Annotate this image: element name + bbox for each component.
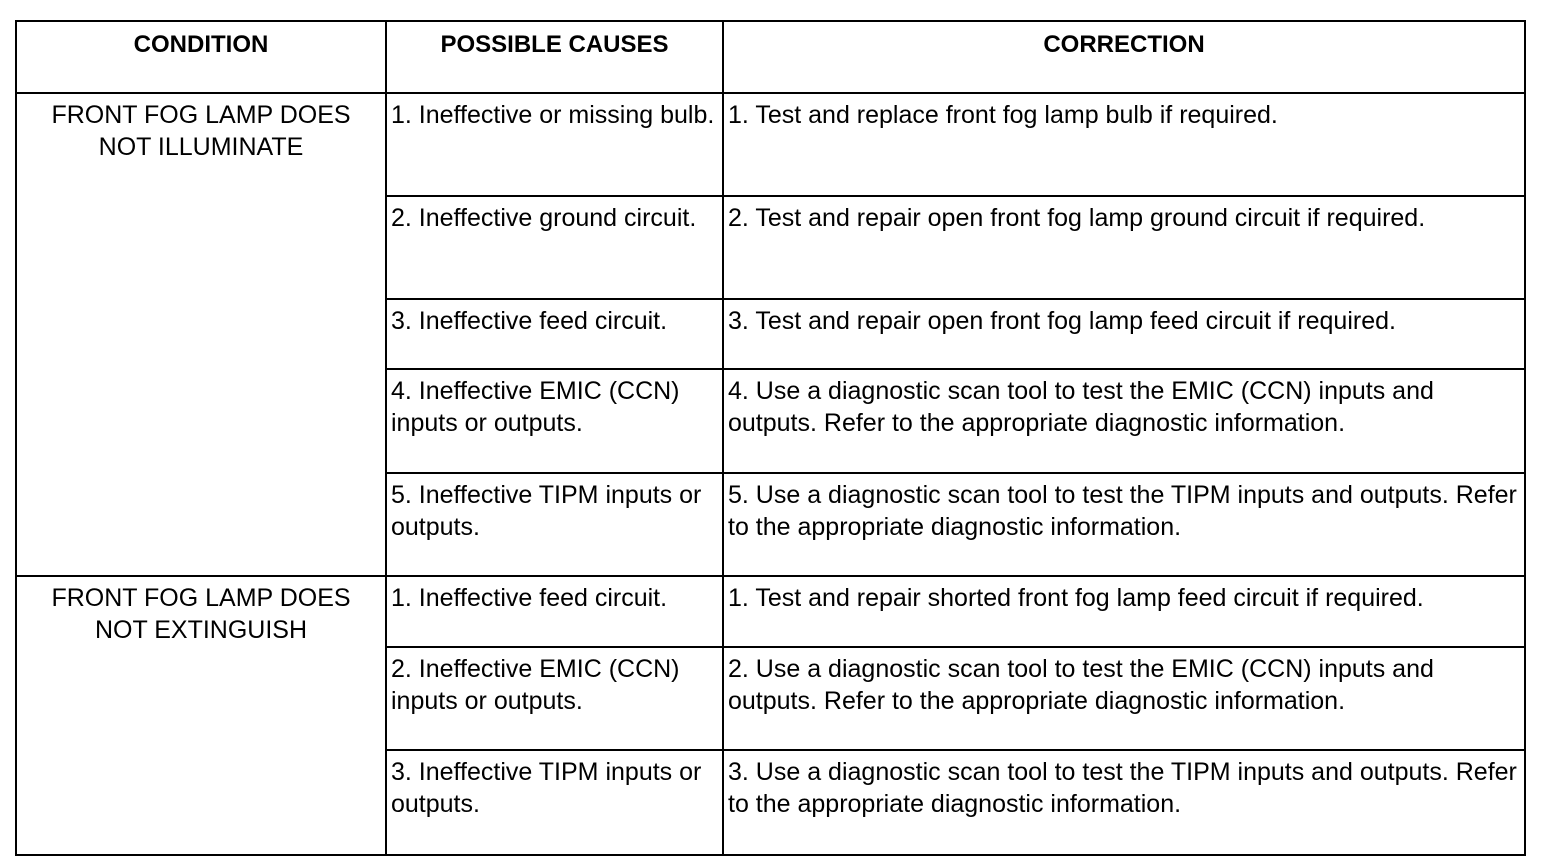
header-row [16,21,1525,93]
correction-cell: 4. Use a diagnostic scan tool to test the EMIC (CCN) inputs and outputs. Refer to the appropriate diagnostic information. [723,369,1525,473]
header-possible-causes: POSSIBLE CAUSES [386,21,723,93]
correction-cell: 1. Test and replace front fog lamp bulb if required. [723,93,1525,196]
cause-cell: 3. Ineffective feed circuit. [386,299,723,369]
cause-cell: 3. Ineffective TIPM inputs or outputs. [386,750,723,855]
correction-cell: 3. Use a diagnostic scan tool to test the TIPM inputs and outputs. Refer to the appropriate diagnostic information. [723,750,1525,855]
cause-cell: 1. Ineffective or missing bulb. [386,93,723,196]
cause-cell: 1. Ineffective feed circuit. [386,576,723,647]
correction-cell: 2. Use a diagnostic scan tool to test the EMIC (CCN) inputs and outputs. Refer to the appropriate diagnostic information. [723,647,1525,750]
table-row [16,93,1525,196]
correction-cell: 3. Test and repair open front fog lamp feed circuit if required. [723,299,1525,369]
header-correction: CORRECTION [723,21,1525,93]
correction-cell: 1. Test and repair shorted front fog lamp feed circuit if required. [723,576,1525,647]
diagnosis-table [15,20,1526,856]
cause-cell: 2. Ineffective EMIC (CCN) inputs or outputs. [386,647,723,750]
cause-cell: 5. Ineffective TIPM inputs or outputs. [386,473,723,576]
header-condition: CONDITION [16,21,386,93]
table-row [16,576,1525,647]
condition-cell: FRONT FOG LAMP DOES NOT EXTINGUISH [16,576,386,855]
condition-cell: FRONT FOG LAMP DOES NOT ILLUMINATE [16,93,386,576]
correction-cell: 5. Use a diagnostic scan tool to test the TIPM inputs and outputs. Refer to the appropriate diagnostic information. [723,473,1525,576]
correction-cell: 2. Test and repair open front fog lamp ground circuit if required. [723,196,1525,299]
cause-cell: 4. Ineffective EMIC (CCN) inputs or outputs. [386,369,723,473]
cause-cell: 2. Ineffective ground circuit. [386,196,723,299]
